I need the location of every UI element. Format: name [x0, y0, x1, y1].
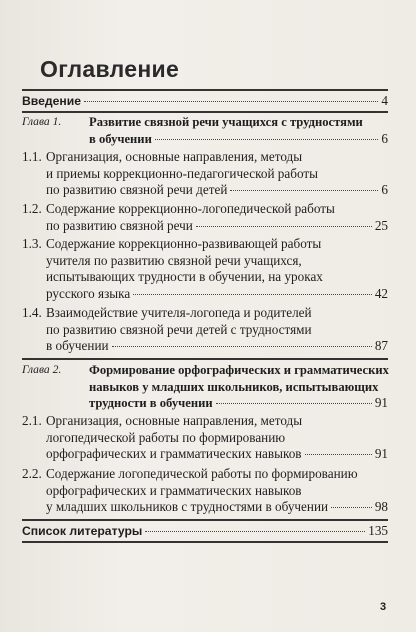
entry-title-line: Развитие связной речи учащихся с трудностями	[89, 115, 363, 129]
entry-page-number: 91	[374, 446, 388, 462]
toc-entry-introduction[interactable]	[22, 93, 388, 110]
entry-title-line: Организация, основные направления, методы	[46, 413, 303, 428]
entry-title-last-line: в обучении	[89, 131, 152, 146]
section-number: 1.1.	[22, 149, 42, 164]
dot-leader	[216, 403, 372, 404]
entry-title-last-line: Список литературы	[22, 524, 143, 538]
toc-entry-chapter-1[interactable]	[22, 114, 388, 147]
page-number: 3	[380, 601, 387, 613]
chapter-number: Глава 1.	[22, 115, 62, 128]
entry-page-number: 6	[381, 182, 388, 198]
entry-title-line: Формирование орфографических и грамматических	[89, 363, 389, 377]
entry-page-number: 25	[374, 217, 388, 233]
entry-title-line: Взаимодействие учителя-логопеда и родителей	[46, 305, 312, 320]
toc-entry-1-1[interactable]	[22, 149, 388, 199]
rule-before-bibliography	[22, 519, 388, 521]
entry-title-line: Содержание коррекционно-логопедической работы	[46, 201, 335, 216]
entry-page-number: 42	[374, 285, 388, 301]
entry-page-number: 135	[368, 523, 388, 538]
page-title: Оглавление	[40, 56, 180, 82]
dot-leader	[230, 190, 378, 191]
entry-page-number: 6	[381, 130, 388, 146]
toc-entry-1-2[interactable]	[22, 201, 388, 234]
entry-title-line: Содержание коррекционно-развивающей работы	[46, 236, 322, 251]
entry-title-last-line: у младших школьников с трудностями в обучении	[46, 499, 329, 515]
entry-title-line: учителя по развитию связной речи учащихся,	[46, 252, 302, 268]
entry-title-last-line: по развитию связной речи детей	[46, 182, 228, 198]
entry-title-last-line: орфографических и грамматических навыков	[46, 446, 302, 462]
toc-entry-chapter-2[interactable]	[22, 362, 388, 412]
section-number: 1.4.	[22, 305, 42, 320]
entry-title-last-line: Введение	[22, 94, 82, 108]
entry-title-last-line: трудности в обучении	[89, 396, 213, 411]
bottom-rule	[22, 541, 388, 543]
toc-entry-1-4[interactable]	[22, 305, 388, 355]
rule-before-chapter-2	[22, 358, 388, 360]
entry-page-number: 91	[374, 395, 388, 411]
dot-leader	[196, 226, 372, 227]
dot-leader	[133, 294, 372, 295]
entry-title-last-line: в обучении	[46, 338, 109, 354]
dot-leader	[305, 454, 372, 455]
toc-entry-2-2[interactable]	[22, 466, 388, 516]
entry-title-line: логопедической работы по формированию	[46, 429, 286, 445]
section-number: 1.3.	[22, 236, 42, 251]
entry-page-number: 87	[374, 338, 388, 354]
entry-title-line: Организация, основные направления, методы	[46, 149, 303, 164]
section-number: 1.2.	[22, 201, 42, 216]
section-number: 2.2.	[22, 466, 42, 481]
entry-title-line: навыков у младших школьников, испытывающих	[89, 379, 379, 394]
dot-leader	[84, 101, 378, 102]
entry-title-line: испытывающих трудности в обучении, на уроках	[46, 269, 323, 285]
dot-leader	[331, 507, 372, 508]
dot-leader	[155, 139, 379, 140]
toc-entry-bibliography[interactable]	[22, 523, 388, 540]
entry-title-line: Содержание логопедической работы по формированию	[46, 466, 358, 481]
entry-title-last-line: русского языка	[46, 285, 131, 301]
entry-title-line: и приемы коррекционно-педагогической работы	[46, 165, 318, 181]
entry-page-number: 4	[381, 93, 388, 108]
chapter-number: Глава 2.	[22, 363, 62, 376]
entry-title-line: орфографических и грамматических навыков	[46, 482, 302, 498]
dot-leader	[145, 531, 365, 532]
toc-entry-2-1[interactable]	[22, 413, 388, 463]
rule-after-introduction	[22, 111, 388, 113]
top-rule	[22, 89, 388, 91]
toc-entry-1-3[interactable]	[22, 236, 388, 302]
entry-title-line: по развитию связной речи детей с трудностями	[46, 321, 312, 337]
entry-page-number: 98	[374, 499, 388, 515]
section-number: 2.1.	[22, 413, 42, 428]
dot-leader	[112, 346, 372, 347]
entry-title-last-line: по развитию связной речи	[46, 217, 193, 233]
